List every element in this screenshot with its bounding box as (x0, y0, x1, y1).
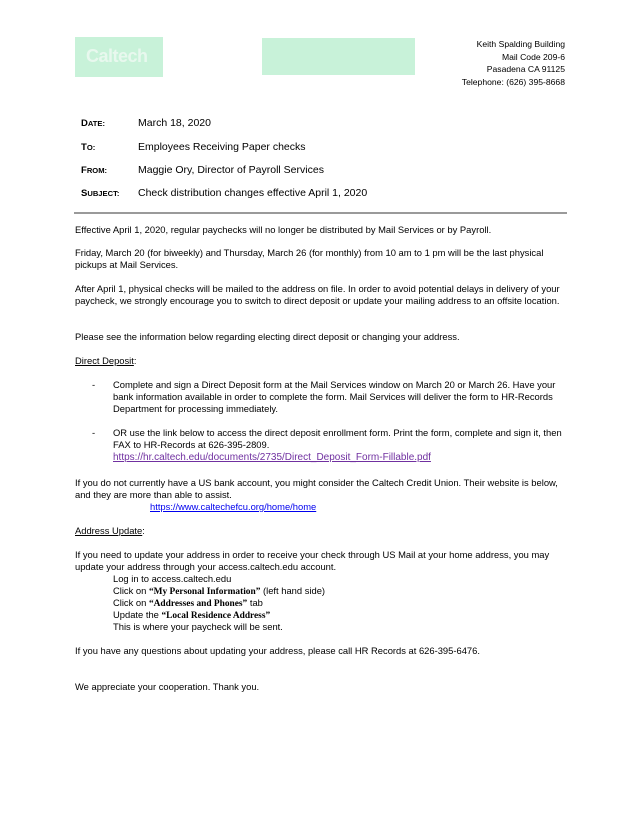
paragraph-credit-union: If you do not currently have a US bank account, you might consider the Caltech Credit Union. Their website is below, and they are more than able to assist. (75, 477, 558, 501)
from-label: FROM: (81, 165, 108, 176)
bullet-paper-form: Complete and sign a Direct Deposit form at the Mail Services window on March 20 or March 26. Have your bank information available in order to complete the form. Mail Services will deliver the form to HR-Records Department for processing immediately. (113, 379, 556, 415)
dd-form-link-wrap (113, 451, 565, 464)
date-value: March 18, 2020 (138, 117, 211, 129)
direct-deposit-heading: Direct Deposit: (75, 355, 137, 366)
step-paycheck-sent: This is where your paycheck will be sent. (113, 621, 283, 632)
header-divider (74, 212, 567, 214)
paragraph-questions: If you have any questions about updating your address, please call HR Records at 626-395-6476. (75, 645, 480, 656)
address-line: Pasadena CA 91125 (486, 64, 565, 74)
paragraph-mailed-checks: After April 1, physical checks will be mailed to the address on file. In order to avoid potential delays in delivery of your paycheck, we strongly encourage you to switch to direct deposit or update your mailing address to an offsite location. (75, 283, 560, 307)
step-local-residence: Update the “Local Residence Address” (113, 609, 271, 621)
paragraph-update-address: If you need to update your address in order to receive your check through US Mail at your home address, you may update your address through your access.caltech.edu account. (75, 549, 550, 573)
step-personal-info: Click on “My Personal Information” (left hand side) (113, 585, 326, 597)
paragraph-see-info: Please see the information below regarding electing direct deposit or changing your address. (75, 331, 460, 342)
bullet-marker: - (92, 379, 96, 390)
to-value: Employees Receiving Paper checks (138, 141, 306, 153)
address-line: Telephone: (626) 395-8668 (461, 76, 565, 87)
sender-address (462, 38, 565, 88)
address-update-heading: Address Update: (75, 525, 145, 536)
paragraph-effective-date: Effective April 1, 2020, regular paychecks will no longer be distributed by Mail Services or by Payroll. (75, 224, 492, 235)
from-value: Maggie Ory, Director of Payroll Services (138, 164, 324, 176)
paragraph-last-pickups: Friday, March 20 (for biweekly) and Thursday, March 26 (for monthly) from 10 am to 1 pm will be the last physical pickups at Mail Services. (75, 247, 544, 271)
paragraph-thanks: We appreciate your cooperation. Thank you. (75, 681, 260, 692)
subject-value: Check distribution changes effective April 1, 2020 (138, 187, 368, 199)
date-label: DATE: (81, 118, 106, 129)
step-login: Log in to access.caltech.edu (113, 573, 232, 584)
to-label: TO: (81, 142, 96, 153)
bullet-online-form: OR use the link below to access the direct deposit enrollment form. Print the form, complete and sign it, then FAX to HR-Records at 626-395-2809. (113, 427, 562, 451)
bullet-marker: - (92, 427, 96, 438)
caltech-logo (75, 37, 163, 77)
subject-label: SUBJECT: (81, 188, 120, 199)
credit-union-link[interactable]: https://www.caltechefcu.org/home/home (150, 501, 317, 512)
credit-union-link-wrap (150, 501, 450, 513)
address-line: Mail Code 209-6 (501, 51, 565, 62)
address-line: Keith Spalding Building (476, 39, 565, 49)
header-banner-block (262, 38, 415, 75)
logo-text: Caltech (86, 46, 148, 66)
step-addresses-phones: Click on “Addresses and Phones” tab (113, 597, 263, 609)
direct-deposit-form-link[interactable]: https://hr.caltech.edu/documents/2735/Direct_Deposit_Form-Fillable.pdf (113, 452, 431, 463)
